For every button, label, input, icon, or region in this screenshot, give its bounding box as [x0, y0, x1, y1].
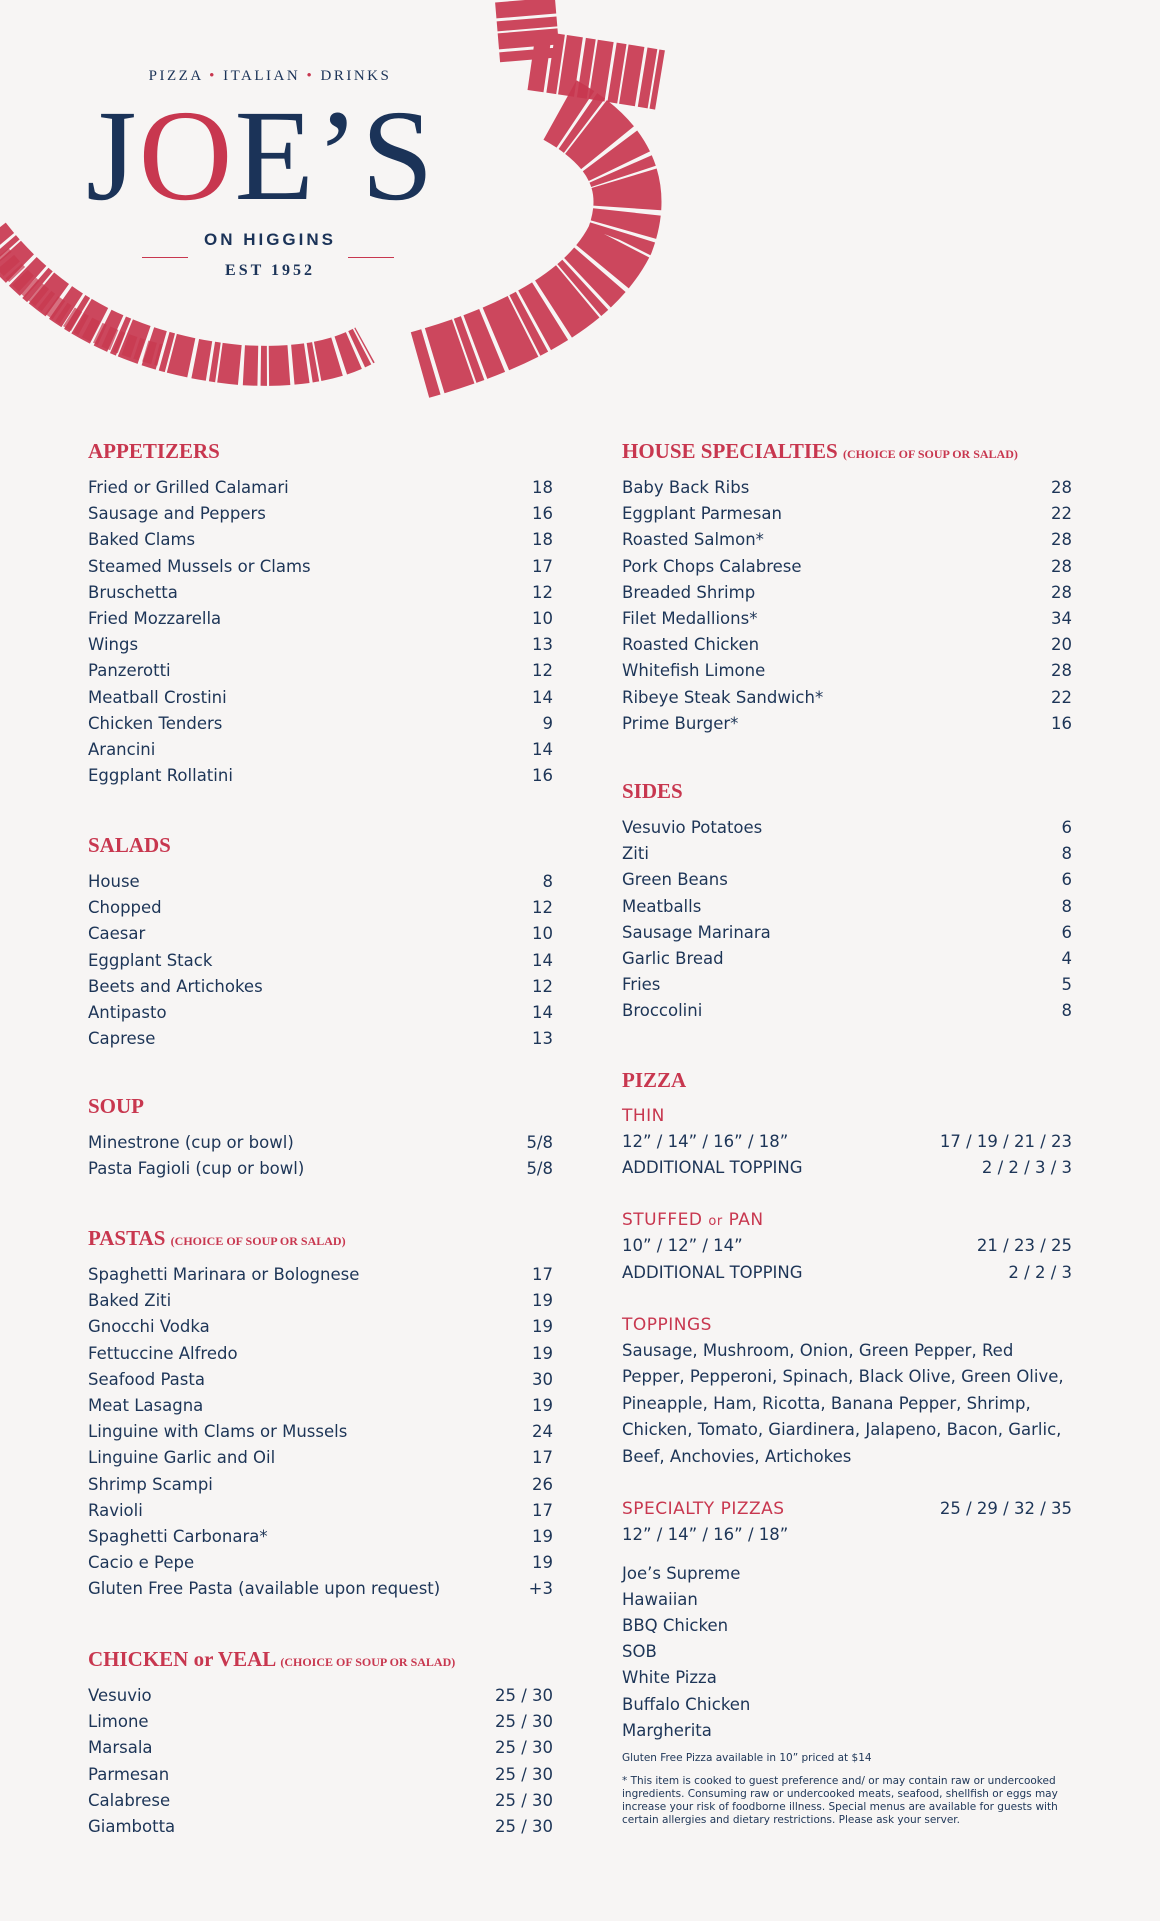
item-price: 13 — [532, 1029, 553, 1049]
tagline-drinks: DRINKS — [320, 68, 392, 84]
item-price: 8 — [1061, 896, 1072, 916]
item-price: 12 — [532, 976, 553, 996]
section-title: APPETIZERS — [88, 439, 220, 463]
menu-item — [88, 1367, 553, 1393]
brand-established: EST 1952 — [225, 262, 315, 279]
item-name: Meat Lasagna — [88, 1395, 204, 1415]
specialty-header: SPECIALTY PIZZAS 25 / 29 / 32 / 35 — [622, 1499, 1072, 1520]
item-name: Bruschetta — [88, 582, 178, 602]
section-appetizers — [88, 436, 553, 789]
specialty-pizza: Hawaiian — [622, 1589, 698, 1609]
menu-item — [622, 554, 1072, 580]
item-price: 14 — [532, 950, 553, 970]
item-name: Prime Burger* — [622, 713, 739, 733]
dot-separator: • — [209, 68, 217, 84]
menu-item — [88, 974, 553, 1000]
menu-item — [622, 1129, 1072, 1155]
menu-item — [622, 946, 1072, 972]
specialty-pizza: White Pizza — [622, 1668, 717, 1688]
item-price: 12 — [532, 582, 553, 602]
item-name: Seafood Pasta — [88, 1369, 205, 1389]
item-price: 25 / 30 — [494, 1738, 553, 1758]
menu-item — [88, 658, 553, 684]
menu-item — [88, 1762, 553, 1788]
section-title: SALADS — [88, 833, 171, 857]
item-price: 6 — [1061, 818, 1072, 837]
item-price: 25 / 30 — [494, 1712, 553, 1732]
menu-item — [622, 894, 1072, 920]
item-price: 10 — [532, 924, 553, 944]
item-name: Garlic Bread — [622, 948, 724, 968]
logo-letter-j: J — [86, 84, 139, 228]
menu-item — [88, 1472, 553, 1498]
item-name: Ziti — [622, 844, 649, 864]
menu-item — [622, 998, 1072, 1024]
divider — [348, 257, 394, 258]
specialty-pizza: BBQ Chicken — [622, 1616, 729, 1635]
menu-item — [88, 763, 553, 789]
item-name: Baby Back Ribs — [622, 478, 750, 497]
item-name: Meatballs — [622, 896, 702, 916]
item-price: 10 — [532, 608, 553, 628]
item-price: 14 — [532, 687, 553, 707]
logo-letter-o: O — [138, 84, 235, 228]
item-name: Whitefish Limone — [622, 661, 766, 681]
menu-item — [88, 1524, 553, 1550]
menu-item — [88, 580, 553, 606]
item-name: 12” / 14” / 16” / 18” — [622, 1132, 789, 1151]
item-name: 10” / 12” / 14” — [622, 1236, 743, 1256]
item-price: 28 — [1051, 530, 1072, 550]
brand-tagline — [140, 68, 400, 85]
item-name: Caprese — [88, 1029, 156, 1049]
item-price: 19 — [532, 1553, 553, 1573]
item-name: Minestrone (cup or bowl) — [88, 1133, 294, 1152]
menu-item — [88, 685, 553, 711]
item-price: 25 / 30 — [494, 1764, 553, 1784]
footnote: * This item is cooked to guest preference and/ or may contain raw or undercooked ingredients. Consuming raw or undercooked meats, seafood, shellfish or eggs may increase your risk of foodborne illness. Special menus are available for guests with certain allergies and dietary restrictions. Please ask your server. — [622, 1774, 1058, 1826]
tagline-pizza: PIZZA — [148, 68, 203, 84]
item-price: 9 — [542, 713, 553, 733]
brand-location: ON HIGGINS — [203, 230, 336, 249]
item-price: 18 — [532, 478, 553, 497]
specialty-sizes: 12” / 14” / 16” / 18” — [622, 1525, 789, 1545]
menu-item — [88, 1419, 553, 1445]
item-price: 25 / 30 — [494, 1790, 553, 1810]
item-name: Fried Mozzarella — [88, 608, 222, 628]
menu-item — [622, 920, 1072, 946]
menu-item — [88, 869, 553, 895]
item-name: Linguine Garlic and Oil — [88, 1448, 276, 1468]
item-name: Arancini — [88, 739, 156, 759]
item-price: 6 — [1061, 922, 1072, 942]
item-price: 12 — [532, 661, 553, 681]
item-name: Beets and Artichokes — [88, 976, 263, 996]
item-price: 16 — [1051, 713, 1072, 733]
stuffed-title: STUFFED or PAN — [622, 1210, 764, 1231]
section-sides — [622, 776, 1072, 1025]
item-price: 19 — [532, 1395, 553, 1415]
item-name: Pork Chops Calabrese — [622, 556, 802, 576]
menu-item — [622, 841, 1072, 867]
menu-item — [88, 632, 553, 658]
item-price: 22 — [1051, 687, 1072, 707]
item-name: Roasted Chicken — [622, 635, 760, 655]
section-title: PIZZA — [622, 1068, 687, 1092]
section-pastas — [88, 1223, 553, 1602]
item-name: Filet Medallions* — [622, 608, 758, 628]
specialty-pizza: Buffalo Chicken — [622, 1694, 751, 1714]
section-title: SIDES — [622, 779, 683, 803]
item-name: Vesuvio Potatoes — [622, 818, 763, 837]
section-chicken — [88, 1644, 553, 1840]
divider — [142, 257, 188, 258]
thin-title: THIN — [622, 1106, 665, 1126]
item-price: 5/8 — [526, 1159, 553, 1179]
menu-item — [88, 1735, 553, 1761]
item-name: Fried or Grilled Calamari — [88, 478, 289, 497]
item-name: Eggplant Rollatini — [88, 766, 233, 786]
menu-item — [88, 737, 553, 763]
menu-item — [622, 658, 1072, 684]
item-price: 25 / 30 — [494, 1816, 553, 1836]
section-salads — [88, 830, 553, 1052]
menu-item — [88, 1156, 553, 1182]
section-title: CHICKEN or VEAL (CHOICE OF SOUP OR SALAD) — [88, 1647, 456, 1671]
menu-item — [88, 1576, 553, 1602]
specialty-pizza: SOB — [622, 1642, 657, 1662]
item-name: Meatball Crostini — [88, 687, 227, 707]
item-name: Giambotta — [88, 1816, 176, 1836]
menu-item — [622, 815, 1072, 841]
menu-item — [88, 948, 553, 974]
menu-item — [88, 527, 553, 553]
item-price: 19 — [532, 1317, 553, 1337]
item-name: Shrimp Scampi — [88, 1474, 213, 1494]
item-name: Antipasto — [88, 1002, 167, 1022]
menu-item — [88, 1026, 553, 1052]
item-price: 8 — [1061, 844, 1072, 864]
item-price: 8 — [1061, 1001, 1072, 1021]
section-title: HOUSE SPECIALTIES (CHOICE OF SOUP OR SALAD) — [622, 439, 1018, 463]
item-price: 17 — [532, 1448, 553, 1468]
menu-item — [622, 606, 1072, 632]
item-price: 6 — [1061, 870, 1072, 890]
menu-item — [622, 972, 1072, 998]
item-price: 21 / 23 / 25 — [976, 1236, 1072, 1256]
menu-item — [622, 501, 1072, 527]
menu-item — [622, 1233, 1072, 1259]
item-name: Sausage and Peppers — [88, 504, 266, 524]
item-price: 17 — [532, 1500, 553, 1520]
item-price: 25 / 30 — [494, 1686, 553, 1705]
item-price: 18 — [532, 530, 553, 550]
menu-item — [622, 867, 1072, 893]
gluten-free-note: Gluten Free Pizza available in 10” priced at $14 — [622, 1751, 872, 1764]
dot-separator: • — [306, 68, 315, 84]
menu-item — [622, 527, 1072, 553]
menu-item — [88, 1288, 553, 1314]
logo-letters-es: E’S — [234, 84, 436, 228]
item-price: 34 — [1051, 608, 1072, 628]
item-price: 4 — [1061, 948, 1072, 968]
item-name: Baked Ziti — [88, 1291, 172, 1311]
menu-item — [88, 1393, 553, 1419]
item-name: ADDITIONAL TOPPING — [622, 1262, 803, 1282]
item-price: 14 — [532, 1002, 553, 1022]
menu-item — [88, 895, 553, 921]
item-name: Fettuccine Alfredo — [88, 1343, 238, 1363]
item-name: Linguine with Clams or Mussels — [88, 1422, 348, 1442]
item-price: 5/8 — [526, 1133, 553, 1152]
item-price: 2 / 2 / 3 / 3 — [981, 1158, 1072, 1178]
menu-item — [88, 1314, 553, 1340]
item-price: 19 — [532, 1526, 553, 1546]
item-name: Chopped — [88, 898, 162, 918]
item-price: 16 — [532, 766, 553, 786]
item-name: Gnocchi Vodka — [88, 1317, 210, 1337]
menu-item — [88, 1445, 553, 1471]
menu-item — [88, 1814, 553, 1840]
item-price: 24 — [532, 1422, 553, 1442]
item-name: Wings — [88, 635, 139, 655]
toppings-list: Sausage, Mushroom, Onion, Green Pepper, Red Pepper, Pepperoni, Spinach, Black Olive, Green Olive, Pineapple, Ham, Ricotta, Banana Pepper, Shrimp, Chicken, Tomato, Giardinera, Jalapeno, Bacon, Garlic, Beef, Anchovies, Artichokes — [622, 1340, 1064, 1466]
menu-item — [622, 1260, 1072, 1286]
item-name: Ravioli — [88, 1500, 143, 1520]
toppings-title: TOPPINGS — [622, 1314, 712, 1335]
item-price: 19 — [532, 1343, 553, 1363]
item-name: Eggplant Stack — [88, 950, 213, 970]
section-title: PASTAS (CHOICE OF SOUP OR SALAD) — [88, 1226, 346, 1250]
menu-item — [88, 1000, 553, 1026]
menu-item — [88, 1683, 553, 1709]
section-soup — [88, 1091, 553, 1182]
item-name: Caesar — [88, 924, 146, 944]
item-name: Calabrese — [88, 1790, 171, 1810]
item-price: 30 — [532, 1369, 553, 1389]
item-price: 26 — [532, 1474, 553, 1494]
item-name: Panzerotti — [88, 661, 171, 681]
section-note: (CHOICE OF SOUP OR SALAD) — [280, 1655, 456, 1669]
item-price: 2 / 2 / 3 — [1008, 1262, 1072, 1282]
item-name: Steamed Mussels or Clams — [88, 556, 311, 576]
brand-logo — [86, 84, 436, 228]
item-price: 20 — [1051, 635, 1072, 655]
item-name: Parmesan — [88, 1764, 170, 1784]
menu-item — [88, 1550, 553, 1576]
menu-item — [622, 475, 1072, 501]
item-name: Gluten Free Pasta (available upon request) — [88, 1579, 441, 1599]
item-name: Spaghetti Carbonara* — [88, 1526, 268, 1546]
item-price: 13 — [532, 635, 553, 655]
item-name: Ribeye Steak Sandwich* — [622, 687, 824, 707]
item-price: 17 — [532, 556, 553, 576]
item-name: Pasta Fagioli (cup or bowl) — [88, 1159, 305, 1179]
item-name: Eggplant Parmesan — [622, 504, 782, 524]
menu-item — [622, 1155, 1072, 1181]
item-price: 14 — [532, 739, 553, 759]
item-name: Roasted Salmon* — [622, 530, 764, 550]
menu-item — [88, 1262, 553, 1288]
section-note: (CHOICE OF SOUP OR SALAD) — [842, 447, 1018, 461]
specialty-pizza: Joe’s Supreme — [622, 1563, 741, 1583]
item-name: Breaded Shrimp — [622, 582, 756, 602]
menu-item — [88, 711, 553, 737]
menu-item — [622, 711, 1072, 737]
item-price: 28 — [1051, 556, 1072, 576]
menu-item — [88, 606, 553, 632]
item-name: Fries — [622, 975, 661, 995]
item-name: Sausage Marinara — [622, 922, 771, 942]
menu-item — [622, 685, 1072, 711]
item-price: +3 — [528, 1579, 553, 1599]
specialty-pizza: Margherita — [622, 1720, 712, 1740]
item-name: Spaghetti Marinara or Bolognese — [88, 1265, 360, 1284]
menu-item — [88, 554, 553, 580]
item-price: 8 — [542, 872, 553, 891]
item-name: Marsala — [88, 1738, 153, 1758]
tagline-italian: ITALIAN — [223, 68, 301, 84]
menu-item — [88, 1788, 553, 1814]
item-price: 12 — [532, 898, 553, 918]
menu-item — [622, 580, 1072, 606]
section-house — [622, 436, 1072, 737]
item-price: 28 — [1051, 478, 1072, 497]
item-name: ADDITIONAL TOPPING — [622, 1158, 803, 1178]
item-price: 28 — [1051, 582, 1072, 602]
menu-item — [88, 1130, 553, 1156]
item-price: 16 — [532, 504, 553, 524]
item-name: Cacio e Pepe — [88, 1553, 195, 1573]
item-price: 19 — [532, 1291, 553, 1311]
item-name: Baked Clams — [88, 530, 196, 550]
menu-item — [88, 1498, 553, 1524]
menu-item — [88, 501, 553, 527]
item-price: 17 / 19 / 21 / 23 — [939, 1132, 1072, 1151]
item-name: Green Beans — [622, 870, 728, 890]
section-title: SOUP — [88, 1094, 145, 1118]
item-price: 22 — [1051, 504, 1072, 524]
section-pizza — [622, 1065, 1072, 1827]
item-price: 17 — [532, 1265, 553, 1284]
item-price: 5 — [1061, 975, 1072, 995]
menu-item — [88, 1709, 553, 1735]
section-note: (CHOICE OF SOUP OR SALAD) — [170, 1234, 346, 1248]
item-name: House — [88, 872, 140, 891]
menu-item — [622, 632, 1072, 658]
item-name: Limone — [88, 1712, 149, 1732]
item-name: Broccolini — [622, 1001, 703, 1021]
item-name: Vesuvio — [88, 1686, 152, 1705]
menu-item — [88, 475, 553, 501]
menu-item — [88, 921, 553, 947]
menu-item — [88, 1341, 553, 1367]
item-name: Chicken Tenders — [88, 713, 223, 733]
item-price: 28 — [1051, 661, 1072, 681]
